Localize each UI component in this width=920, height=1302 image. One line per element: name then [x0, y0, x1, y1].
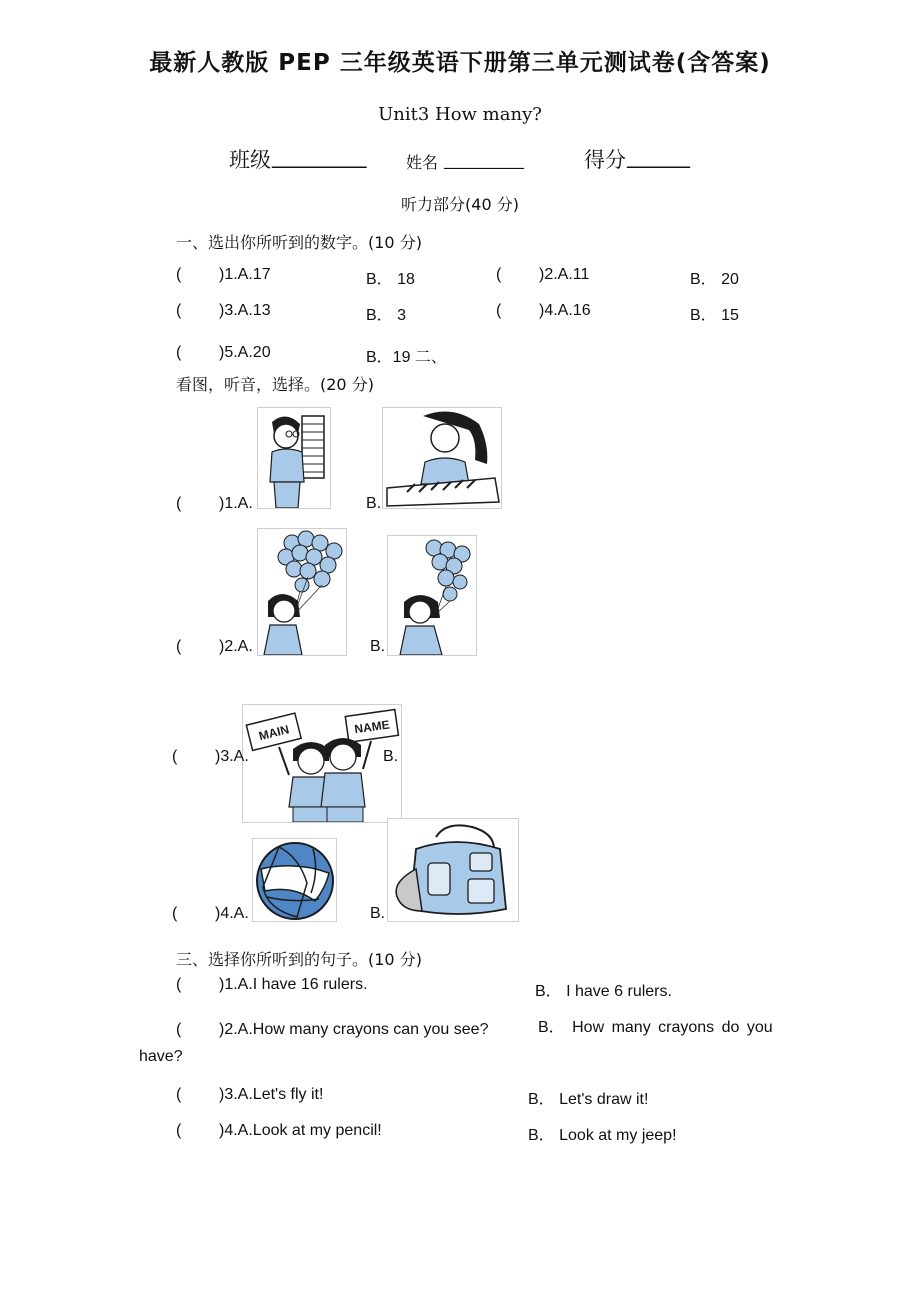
sentence-option-b: B． How many crayons do you	[538, 1019, 773, 1036]
answer-paren[interactable]: (	[176, 1122, 182, 1139]
sign-name-text: NAME	[353, 717, 391, 737]
question-option-b: B． 3	[366, 307, 407, 324]
answer-paren[interactable]: (	[176, 976, 182, 993]
answer-paren[interactable]: (	[176, 344, 182, 361]
kids-holding-signs-image	[242, 704, 402, 823]
question-option-a: )5.A.20	[219, 344, 271, 361]
page-title: 最新人教版 PEP 三年级英语下册第三单元测试卷(含答案)	[149, 50, 771, 76]
name-field[interactable]: __________	[444, 150, 524, 169]
schoolbag-image	[387, 818, 519, 922]
question-option-b: B．19 二、	[366, 349, 447, 366]
girl-with-many-balloons-image	[257, 528, 347, 656]
sentence-option-b: B． I have 6 rulers.	[535, 983, 672, 1000]
question-option-a: )1.A.17	[219, 266, 271, 283]
sentence-option-a: )1.A.I have 16 rulers.	[219, 976, 368, 993]
option-b-label: B.	[370, 905, 386, 922]
sentence-option-a: )3.A.Let's fly it!	[219, 1086, 324, 1103]
answer-paren[interactable]: (	[496, 266, 502, 283]
class-field[interactable]: _________	[272, 144, 367, 168]
sentence-option-a: )4.A.Look at my pencil!	[219, 1122, 382, 1139]
option-b-label: B.	[383, 748, 399, 765]
question-option-b: B． 20	[690, 271, 739, 288]
question-option-b: B． 15	[690, 307, 739, 324]
part3-heading: 三、选择你所听到的句子。(10 分)	[176, 950, 422, 969]
answer-paren[interactable]: (	[176, 302, 182, 319]
sentence-option-b-continued: have?	[139, 1048, 183, 1065]
sentence-option-b: B． Let's draw it!	[528, 1091, 649, 1108]
option-b-label: B.	[366, 495, 382, 512]
girl-with-fewer-balloons-image	[387, 535, 477, 656]
part1-heading: 一、选出你所听到的数字。(10 分)	[176, 233, 422, 252]
listening-header: 听力部分(40 分)	[401, 195, 519, 214]
name-label: 姓名	[406, 153, 439, 172]
answer-paren[interactable]: (	[496, 302, 502, 319]
question-option-a: )3.A.13	[219, 302, 271, 319]
volleyball-image	[252, 838, 337, 922]
option-a-label: )1.A.	[219, 495, 253, 512]
part2-heading: 看图，听音，选择。(20 分)	[176, 375, 374, 394]
answer-paren[interactable]: (	[172, 905, 178, 922]
answer-paren[interactable]: (	[172, 748, 178, 765]
question-option-b: B． 18	[366, 271, 415, 288]
option-b-label: B.	[370, 638, 386, 655]
sentence-option-b: B． Look at my jeep!	[528, 1127, 677, 1144]
answer-paren[interactable]: (	[176, 1021, 182, 1038]
class-label: 班级	[229, 148, 271, 172]
option-a-label: )4.A.	[215, 905, 249, 922]
answer-paren[interactable]: (	[176, 266, 182, 283]
answer-paren[interactable]: (	[176, 1086, 182, 1103]
question-option-a: )2.A.11	[539, 266, 590, 283]
unit-subtitle: Unit3 How many?	[378, 104, 542, 125]
answer-paren[interactable]: (	[176, 495, 182, 512]
sentence-option-a: )2.A.How many crayons can you see?	[219, 1021, 489, 1038]
option-a-label: )2.A.	[219, 638, 253, 655]
boy-with-books-image	[257, 407, 331, 509]
question-option-a: )4.A.16	[539, 302, 591, 319]
answer-paren[interactable]: (	[176, 638, 182, 655]
sign-main-text: MAIN	[257, 722, 291, 744]
option-a-label: )3.A.	[215, 748, 249, 765]
girl-with-pencils-image	[382, 407, 502, 509]
score-label: 得分	[584, 148, 626, 172]
score-field[interactable]: ______	[627, 144, 690, 168]
